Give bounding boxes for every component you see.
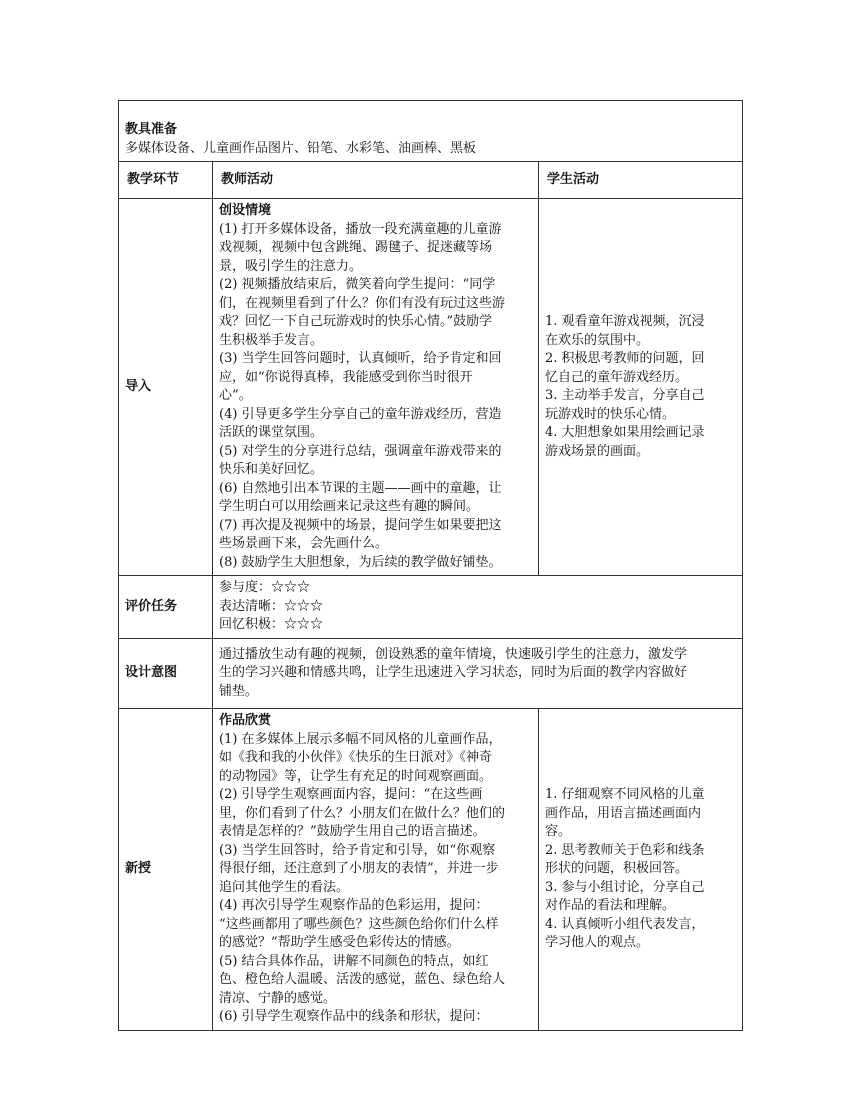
intro-teacher-line: (7) 再次提及视频中的场景，提问学生如果要把这 bbox=[219, 517, 502, 533]
intro-teacher-line: 戏视频，视频中包含跳绳、踢毽子、捉迷藏等场 bbox=[219, 240, 493, 255]
intro-teacher-title: 创设情境 bbox=[219, 203, 272, 218]
new-lesson-student-line: 3. 参与小组讨论，分享自己 bbox=[545, 879, 705, 895]
evaluation-line: 表达清晰：☆☆☆ bbox=[219, 598, 324, 614]
new-lesson-teacher-line: 里，你们看到了什么？小朋友们在做什么？他们的 bbox=[219, 805, 506, 821]
intro-teacher-line: 应，如“你说得真棒，我能感受到你当时很开 bbox=[219, 369, 473, 385]
intro-teacher-cell bbox=[213, 199, 539, 576]
new-lesson-row bbox=[119, 709, 743, 1031]
evaluation-row bbox=[119, 576, 743, 639]
prep-title: 教具准备 bbox=[125, 122, 178, 137]
intro-teacher-line: (6) 自然地引出本节课的主题——画中的童趣，让 bbox=[219, 480, 502, 496]
new-lesson-teacher-line: 追问其他学生的看法。 bbox=[219, 879, 350, 895]
new-lesson-teacher-line: “这些画都用了哪些颜色？这些颜色给你们什么样 bbox=[219, 916, 499, 932]
intro-teacher-line: (4) 引导更多学生分享自己的童年游戏经历，营造 bbox=[219, 406, 502, 422]
intro-teacher-line: 学生明白可以用绘画来记录这些有趣的瞬间。 bbox=[219, 499, 480, 514]
new-lesson-teacher-line: 的感觉？”帮助学生感受色彩传达的情感。 bbox=[219, 935, 460, 950]
new-lesson-teacher-line: (4) 再次引导学生观察作品的色彩运用，提问： bbox=[219, 898, 489, 913]
intro-teacher-line: 心”。 bbox=[219, 388, 252, 403]
intro-stage: 导入 bbox=[119, 199, 213, 576]
new-lesson-teacher-line: 如《我和我的小伙伴》《快乐的生日派对》《神奇 bbox=[219, 750, 493, 765]
intro-student-line: 忆自己的童年游戏经历。 bbox=[545, 369, 689, 385]
intro-teacher-line: (5) 对学生的分享进行总结，强调童年游戏带来的 bbox=[219, 443, 502, 459]
intro-student-line: 在欢乐的氛围中。 bbox=[545, 332, 650, 348]
new-lesson-teacher-line: (2) 引导学生观察画面内容，提问：“在这些画 bbox=[219, 787, 483, 802]
design-row bbox=[119, 638, 743, 709]
intro-student-line: 2. 积极思考教师的问题，回 bbox=[545, 351, 705, 366]
new-lesson-student-line: 容。 bbox=[545, 824, 572, 839]
new-lesson-student-line: 4. 认真倾听小组代表发言， bbox=[545, 916, 705, 932]
new-lesson-teacher-line: 色、橙色给人温暖、活泼的感觉，蓝色、绿色给人 bbox=[219, 972, 506, 987]
intro-teacher-line: 景，吸引学生的注意力。 bbox=[219, 258, 363, 274]
intro-teacher-line: 些场景画下来，会先画什么。 bbox=[219, 536, 389, 551]
intro-teacher-line: 们，在视频里看到了什么？你们有没有玩过这些游 bbox=[219, 295, 506, 311]
intro-student-line: 1. 观看童年游戏视频，沉浸 bbox=[545, 314, 705, 329]
intro-student-cell bbox=[539, 199, 743, 576]
intro-teacher-line: 快乐和美好回忆。 bbox=[219, 462, 324, 477]
evaluation-stage: 评价任务 bbox=[119, 576, 213, 639]
intro-student-line: 游戏场景的画面。 bbox=[545, 443, 650, 459]
intro-teacher-line: (2) 视频播放结束后，微笑着向学生提问：“同学 bbox=[219, 277, 496, 292]
intro-teacher-line: (1) 打开多媒体设备，播放一段充满童趣的儿童游 bbox=[219, 221, 502, 237]
new-lesson-student-line: 1. 仔细观察不同风格的儿童 bbox=[545, 787, 705, 802]
design-line: 铺垫。 bbox=[219, 683, 259, 699]
evaluation-cell bbox=[213, 576, 743, 639]
prep-items: 多媒体设备、儿童画作品图片、铅笔、水彩笔、油画棒、黑板 bbox=[125, 140, 477, 156]
header-student: 学生活动 bbox=[539, 162, 743, 199]
intro-teacher-line: 生积极举手发言。 bbox=[219, 332, 324, 348]
intro-teacher-line: (3) 当学生回答问题时，认真倾听，给予肯定和回 bbox=[219, 351, 502, 366]
new-lesson-student-line: 画作品，用语言描述画面内 bbox=[545, 805, 702, 821]
intro-teacher-line: 戏？回忆一下自己玩游戏时的快乐心情。”鼓励学 bbox=[219, 314, 493, 329]
new-lesson-teacher-line: 的动物园》等，让学生有充足的时间观察画面。 bbox=[219, 768, 493, 784]
prep-cell bbox=[119, 101, 743, 162]
new-lesson-teacher-cell bbox=[213, 709, 539, 1031]
new-lesson-teacher-line: (1) 在多媒体上展示多幅不同风格的儿童画作品， bbox=[219, 731, 502, 747]
new-lesson-student-line: 形状的问题，积极回答。 bbox=[545, 861, 689, 876]
design-cell bbox=[213, 638, 743, 709]
design-stage: 设计意图 bbox=[119, 638, 213, 709]
new-lesson-student-line: 2. 思考教师关于色彩和线条 bbox=[545, 842, 705, 858]
intro-row bbox=[119, 199, 743, 576]
evaluation-line: 回忆积极：☆☆☆ bbox=[219, 617, 324, 632]
intro-teacher-line: 活跃的课堂氛围。 bbox=[219, 425, 324, 440]
intro-student-line: 3. 主动举手发言，分享自己 bbox=[545, 388, 705, 403]
new-lesson-teacher-line: 得很仔细，还注意到了小朋友的表情”，并进一步 bbox=[219, 861, 499, 876]
prep-row bbox=[119, 101, 743, 162]
header-row bbox=[119, 162, 743, 199]
new-lesson-teacher-line: (5) 结合具体作品，讲解不同颜色的特点，如红 bbox=[219, 953, 489, 969]
new-lesson-student-cell bbox=[539, 709, 743, 1031]
new-lesson-stage: 新授 bbox=[119, 709, 213, 1031]
header-stage: 教学环节 bbox=[119, 162, 213, 199]
design-line: 通过播放生动有趣的视频，创设熟悉的童年情境，快速吸引学生的注意力，激发学 bbox=[219, 646, 688, 662]
new-lesson-student-line: 对作品的看法和理解。 bbox=[545, 898, 676, 913]
new-lesson-teacher-line: (6) 引导学生观察作品中的线条和形状，提问： bbox=[219, 1009, 489, 1024]
evaluation-line: 参与度：☆☆☆ bbox=[219, 580, 311, 595]
intro-teacher-line: (8) 鼓励学生大胆想象，为后续的教学做好铺垫。 bbox=[219, 554, 502, 570]
new-lesson-teacher-line: 表情是怎样的？”鼓励学生用自己的语言描述。 bbox=[219, 824, 486, 839]
design-line: 生的学习兴趣和情感共鸣，让学生迅速进入学习状态，同时为后面的教学内容做好 bbox=[219, 665, 688, 680]
intro-student-line: 4. 大胆想象如果用绘画记录 bbox=[545, 425, 705, 440]
lesson-plan-table bbox=[118, 100, 743, 1031]
new-lesson-teacher-title: 作品欣赏 bbox=[219, 713, 272, 728]
new-lesson-teacher-line: 清凉、宁静的感觉。 bbox=[219, 990, 337, 1006]
new-lesson-student-line: 学习他人的观点。 bbox=[545, 935, 650, 950]
new-lesson-teacher-line: (3) 当学生回答时，给予肯定和引导，如“你观察 bbox=[219, 842, 496, 858]
intro-student-line: 玩游戏时的快乐心情。 bbox=[545, 406, 676, 422]
header-teacher: 教师活动 bbox=[213, 162, 539, 199]
